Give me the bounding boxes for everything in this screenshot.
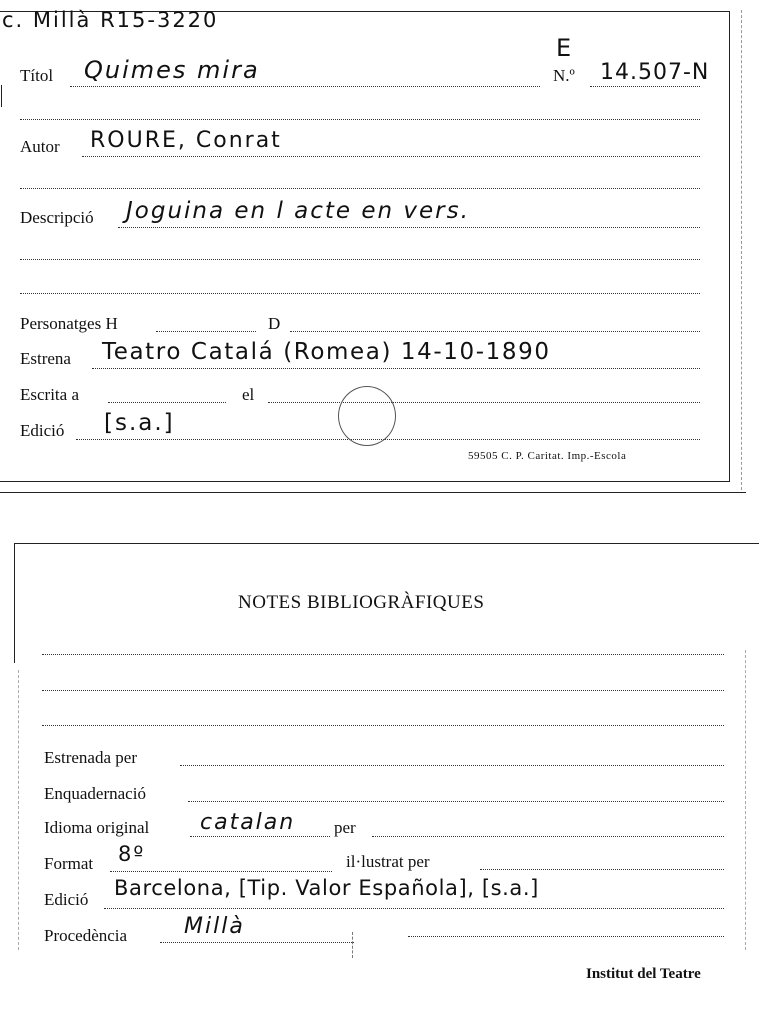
card1-left-mark (1, 85, 2, 107)
card2-edicio-line (104, 908, 724, 909)
notes-line-2 (42, 690, 724, 691)
card2-left-border (14, 543, 15, 663)
card2-edicio-value: Barcelona, [Tip. Valor Española], [s.a.] (114, 876, 539, 900)
card1-right-border (729, 11, 730, 481)
card2-left-edge-dashes (18, 670, 19, 950)
personatges-d-line (290, 331, 700, 332)
autor-line (82, 156, 700, 157)
titol-label: Títol (20, 66, 54, 85)
el-line (268, 402, 700, 403)
notes-line-3 (42, 725, 724, 726)
format-value: 8º (118, 842, 146, 866)
punch-hole (338, 386, 396, 446)
format-label: Format (44, 854, 94, 873)
procedencia-line-2 (408, 936, 724, 937)
edicio-value: [s.a.] (104, 410, 175, 436)
idioma-per-label: per (334, 818, 356, 837)
procedencia-tick (352, 932, 353, 958)
escrita-line (108, 402, 226, 403)
personatges-d-label: D (268, 314, 281, 333)
titol-line-2 (20, 119, 700, 120)
illustrat-line (480, 869, 724, 870)
notes-heading: NOTES BIBLIOGRÀFIQUES (238, 592, 485, 613)
descripcio-line-3 (20, 293, 700, 294)
edicio-line (76, 439, 700, 440)
idioma-value: catalan (200, 810, 296, 835)
idioma-line (190, 836, 330, 837)
notes-line-1 (42, 654, 724, 655)
procedencia-line (160, 942, 354, 943)
reference-note: c. Millà R15-3220 (2, 8, 219, 32)
card1-right-edge-dashes (741, 10, 742, 490)
number-letter: E (556, 34, 574, 62)
estrena-line (92, 368, 700, 369)
estrena-label: Estrena (20, 349, 71, 368)
estrena-value: Teatro Catalá (Romea) 14-10-1890 (102, 339, 551, 365)
personatges-label: Personatges H (20, 314, 118, 333)
illustrat-label: il·lustrat per (346, 852, 430, 871)
card2-top-border (14, 543, 759, 544)
procedencia-value: Millà (184, 914, 245, 939)
enquadernacio-label: Enquadernació (44, 784, 146, 803)
idioma-label: Idioma original (44, 818, 150, 837)
number-label: N.º (553, 66, 575, 85)
procedencia-label: Procedència (44, 926, 128, 945)
card1-bottom-border (0, 481, 730, 482)
card2-edicio-label: Edició (44, 890, 89, 909)
card2-right-edge-dashes (745, 650, 746, 950)
institution-name: Institut del Teatre (586, 966, 701, 982)
descripcio-line (118, 227, 700, 228)
idioma-per-line (372, 836, 724, 837)
autor-line-2 (20, 188, 700, 189)
personatges-h-line (156, 331, 256, 332)
enquadernacio-line (188, 801, 724, 802)
estrenada-label: Estrenada per (44, 748, 137, 767)
number-line (590, 86, 700, 87)
autor-value: ROURE, Conrat (90, 128, 282, 153)
titol-value: Quimes mira (84, 56, 260, 84)
autor-label: Autor (20, 137, 60, 156)
titol-line (70, 86, 540, 87)
estrenada-line (180, 765, 724, 766)
number-value: 14.507-N (600, 60, 710, 85)
printer-imprint: 59505 C. P. Caritat. Imp.-Escola (468, 450, 627, 462)
format-line (110, 871, 332, 872)
card1-bottom-border-outer (0, 492, 746, 493)
descripcio-label: Descripció (20, 208, 94, 227)
el-label: el (242, 385, 255, 404)
edicio-label: Edició (20, 421, 65, 440)
descripcio-value: Joguina en l acte en vers. (126, 198, 470, 224)
escrita-label: Escrita a (20, 385, 79, 404)
descripcio-line-2 (20, 259, 700, 260)
